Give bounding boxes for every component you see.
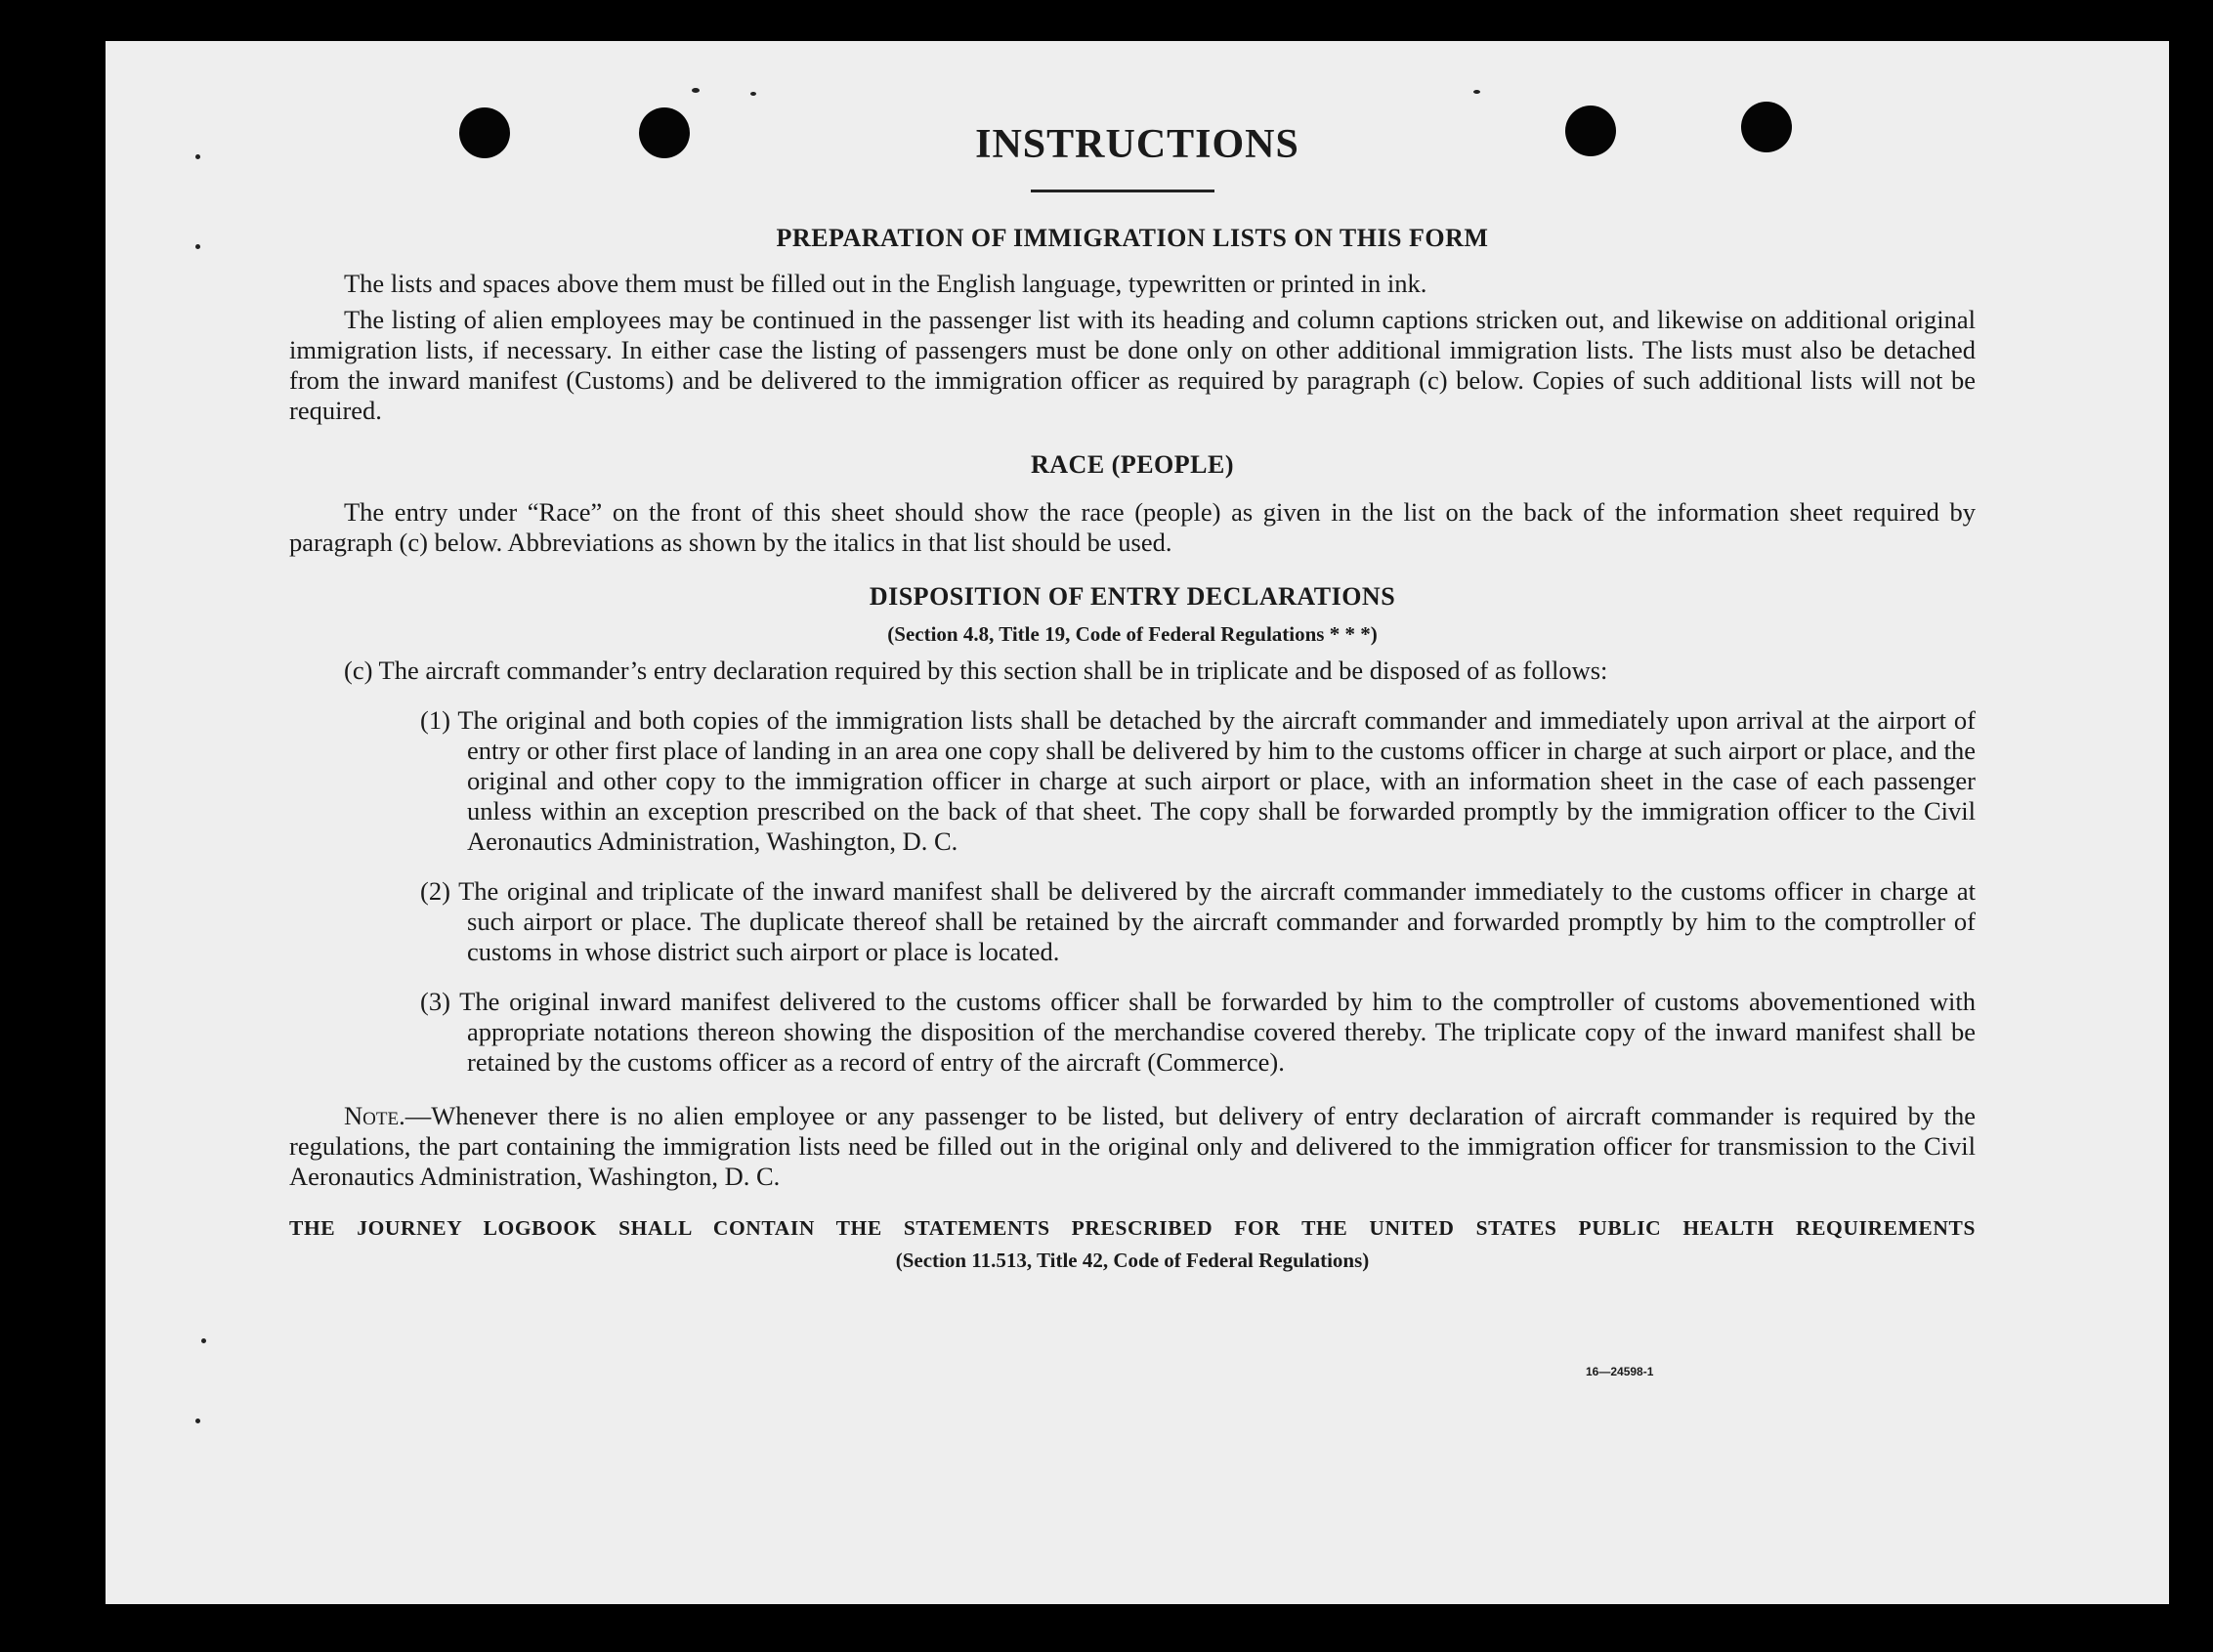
note-paragraph <box>289 1101 1976 1192</box>
instructions-body <box>289 223 1976 1276</box>
paragraph: The entry under “Race” on the front of this sheet should show the race (people) as given in the list on the back of the information sheet required by paragraph (c) below. Abbreviations as shown by the italics in that list should be used. <box>289 497 1976 557</box>
section-heading-race: RACE (PEOPLE) <box>1031 450 1234 479</box>
logbook-statement: THE JOURNEY LOGBOOK SHALL CONTAIN THE STATEMENTS PRESCRIBED FOR THE UNITED STATES PUBLIC HEALTH REQUIREMENTS <box>289 1216 1976 1240</box>
scan-speck <box>195 1419 200 1423</box>
document-page <box>106 41 2169 1604</box>
scan-speck <box>692 88 700 93</box>
title-underline <box>1031 190 1214 192</box>
list-item: (1) The original and both copies of the immigration lists shall be detached by the aircraft commander and immediately upon arrival at the airport of entry or other first place of landing in an area one copy shall be delivered by him to the customs officer in charge at such airport or place, and the original and other copy to the immigration officer in charge at such airport or place, with an information sheet in the case of each passenger unless within an exception prescribed on the back of that sheet. The copy shall be forwarded promptly by the immigration officer to the Civil Aeronautics Administration, Washington, D. C. <box>420 705 1976 856</box>
section-heading-disposition: DISPOSITION OF ENTRY DECLARATIONS <box>869 582 1396 611</box>
note-text: —Whenever there is no alien employee or any passenger to be listed, but delivery of entry declaration of aircraft commander is required by the regulations, the part containing the immigration lists need be filled out in the original only and delivered to the immigration officer for transmission to the Civil Aeronautics Administration, Washington, D. C. <box>289 1101 1976 1191</box>
paragraph: The lists and spaces above them must be filled out in the English language, typewritten or printed in ink. <box>344 269 1427 298</box>
list-item: (2) The original and triplicate of the inward manifest shall be delivered by the aircraft commander immediately to the customs officer in charge at such airport or place. The duplicate thereof shall be retained by the aircraft commander and forwarded promptly by him to the comptroller of customs in whose district such airport or place is located. <box>420 876 1976 966</box>
paragraph: The listing of alien employees may be continued in the passenger list with its heading and column captions stricken out, and likewise on additional original immigration lists, if necessary. In either case the listing of passengers must be done only on other additional immigration lists. The lists must also be detached from the inward manifest (Customs) and be delivered to the immigration officer as required by paragraph (c) below. Copies of such additional lists will not be required. <box>289 305 1976 425</box>
note-label: Note. <box>344 1101 405 1130</box>
section-heading-preparation: PREPARATION OF IMMIGRATION LISTS ON THIS FORM <box>776 224 1489 252</box>
list-item: (3) The original inward manifest delivered to the customs officer shall be forwarded by him to the comptroller of customs abovementioned with appropriate notations thereon showing the disposition of the merchandise covered thereby. The triplicate copy of the inward manifest shall be retained by the customs officer as a record of entry of the aircraft (Commerce). <box>420 987 1976 1077</box>
form-number: 16—24598-1 <box>1586 1365 1654 1378</box>
scan-speck <box>195 244 200 249</box>
scan-speck <box>750 92 756 96</box>
scan-speck <box>1473 90 1480 94</box>
page-title: INSTRUCTIONS <box>975 122 1299 167</box>
scan-speck <box>201 1338 206 1343</box>
logbook-citation: (Section 11.513, Title 42, Code of Federal Regulations) <box>895 1249 1370 1272</box>
paragraph: (c) The aircraft commander’s entry declaration required by this section shall be in triplicate and be disposed of as follows: <box>344 656 1608 685</box>
section-citation: (Section 4.8, Title 19, Code of Federal Regulations * * *) <box>887 622 1378 646</box>
